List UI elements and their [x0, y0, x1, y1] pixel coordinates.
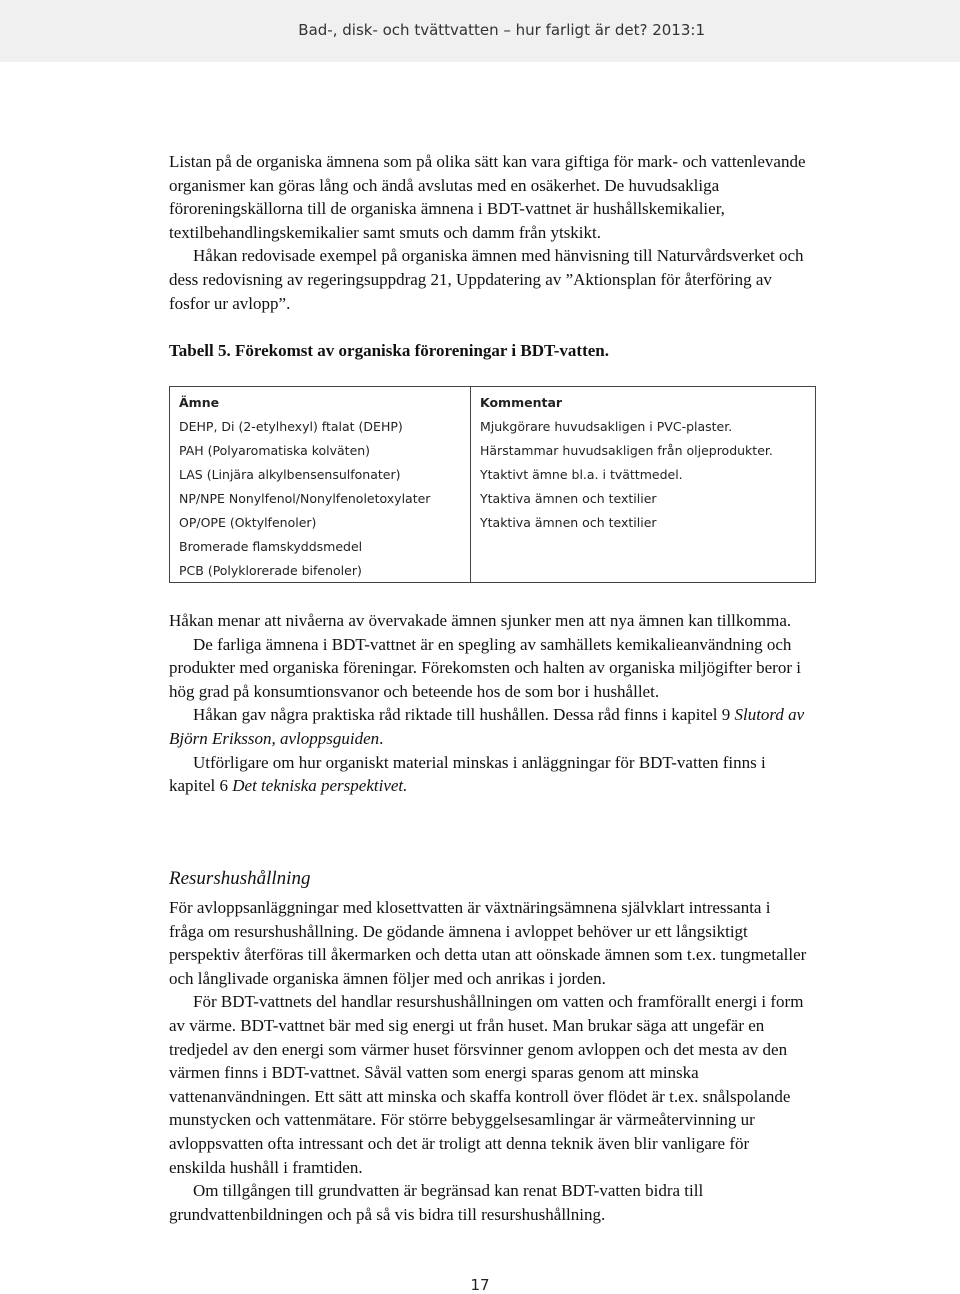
table-cell: PAH (Polyaromatiska kolväten) — [170, 438, 471, 462]
intro-paragraph-1: Listan på de organiska ämnena som på olika sätt kan vara giftiga för mark- och vattenlevande organismer kan göras lång och ändå avslutas med en osäkerhet. De huvudsakliga föroreningskällorna till de organiska ämnena i BDT-vattnet är hushållskemikalier, textilbehandlingskemikalier samt smuts och damm från ytskikt. — [169, 152, 806, 242]
table-row — [170, 414, 816, 438]
table-cell — [471, 558, 816, 583]
table-caption-block — [169, 341, 809, 361]
section-paragraph-1: För avloppsanläggningar med klosettvatten är växtnäringsämnena självklart intressanta i fråga om resurshushållning. De gödande ämnena i avloppet behöver ur ett långsiktigt perspektiv återföras till åkermarken och detta utan att oönskade ämnen som t.ex. tungmetaller och långlivade organiska ämnen följer med och anrikas i jorden. — [169, 898, 807, 988]
table-row — [170, 558, 816, 583]
resource-section-body — [169, 896, 809, 1226]
table-cell: Härstammar huvudsakligen från oljeprodukter. — [480, 442, 773, 458]
pollutants-table — [169, 386, 816, 583]
body-paragraph-3-text: Håkan gav några praktiska råd riktade till hushållen. Dessa råd finns i kapitel 9 — [193, 705, 735, 725]
column-header-comment: Kommentar — [480, 394, 563, 410]
table-row — [170, 534, 816, 558]
section-paragraph-2: För BDT-vattnets del handlar resurshushållningen om vatten och framförallt energi i form av värme. BDT-vattnet bär med sig energi ut från huset. Man brukar säga att ungefär en tredjedel av den energi som värmer huset försvinner genom avloppen och det mesta av den värmen finns i BDT-vattnet. Såväl vatten som energi sparas genom att minska vattenanvändningen. Ett sätt att minska och skaffa kontroll över flödet är t.ex. snålspolande munstycken och vattenmätare. För större bebyggelsesamlingar är värmeåtervinning ur avloppsvatten ofta intressant och det är troligt att denna teknik även blir vanligare för enskilda hushåll i framtiden. — [169, 992, 804, 1177]
table-cell: Bromerade flamskyddsmedel — [170, 534, 471, 558]
body-section — [169, 609, 809, 798]
table-cell: Ytaktiva ämnen och textilier — [480, 514, 657, 530]
table-cell: LAS (Linjära alkylbensensulfonater) — [170, 462, 471, 486]
section-paragraph-3: Om tillgången till grundvatten är begränsad kan renat BDT-vatten bidra till grundvattenbildningen och på så vis bidra till resurshushållning. — [169, 1181, 704, 1224]
table-cell: Mjukgörare huvudsakligen i PVC-plaster. — [480, 418, 733, 434]
table-row — [170, 510, 816, 534]
body-paragraph-1: Håkan menar att nivåerna av övervakade ämnen sjunker men att nya ämnen kan tillkomma. — [169, 611, 792, 630]
table-row — [170, 438, 816, 462]
table-cell: Ytaktiva ämnen och textilier — [480, 490, 657, 506]
body-paragraph-2: De farliga ämnena i BDT-vattnet är en spegling av samhällets kemikalieanvändning och produkter med organiska föreningar. Förekomsten och halten av organiska miljögifter beror i hög grad på konsumtionsvanor och beteende hos de som bor i hushållet. — [169, 634, 801, 701]
column-header-substance: Ämne — [170, 387, 471, 415]
section-heading: Resurshushållning — [169, 868, 311, 889]
table-cell: PCB (Polyklorerade bifenoler) — [170, 558, 471, 583]
table-caption: Tabell 5. Förekomst av organiska föroreningar i BDT-vatten. — [169, 341, 609, 360]
table-cell — [471, 534, 816, 558]
table-cell: Ytaktivt ämne bl.a. i tvättmedel. — [480, 466, 683, 482]
table-cell: DEHP, Di (2-etylhexyl) ftalat (DEHP) — [170, 414, 471, 438]
body-paragraph-4 — [169, 751, 809, 798]
page-header — [0, 0, 960, 62]
chapter-6-reference: Det tekniska perspektivet. — [232, 776, 408, 796]
body-paragraph-3 — [169, 703, 809, 750]
body-paragraph-3-end: . — [379, 728, 384, 748]
chapter-9-reference: Slutord av Björn Eriksson, avloppsguiden — [169, 705, 805, 748]
table-row — [170, 462, 816, 486]
intro-paragraph-2: Håkan redovisade exempel på organiska ämnen med hänvisning till Naturvårdsverket och dess redovisning av regeringsuppdrag 21, Uppdatering av ”Aktionsplan för återföring av fosfor ur avlopp”. — [169, 246, 804, 313]
body-paragraph-4-text: Utförligare om hur organiskt material minskas i anläggningar för BDT-vatten finns i kapitel 6 — [169, 752, 766, 796]
intro-section — [169, 150, 809, 315]
header-title: Bad-, disk- och tvättvatten – hur farligt är det? 2013:1 — [298, 21, 705, 39]
resource-section — [169, 868, 809, 890]
table-cell: OP/OPE (Oktylfenoler) — [170, 510, 471, 534]
table-cell: NP/NPE Nonylfenol/Nonylfenoletoxylater — [170, 486, 471, 510]
page-number: 17 — [470, 1276, 490, 1294]
table-row — [170, 486, 816, 510]
table-header-row — [170, 387, 816, 415]
